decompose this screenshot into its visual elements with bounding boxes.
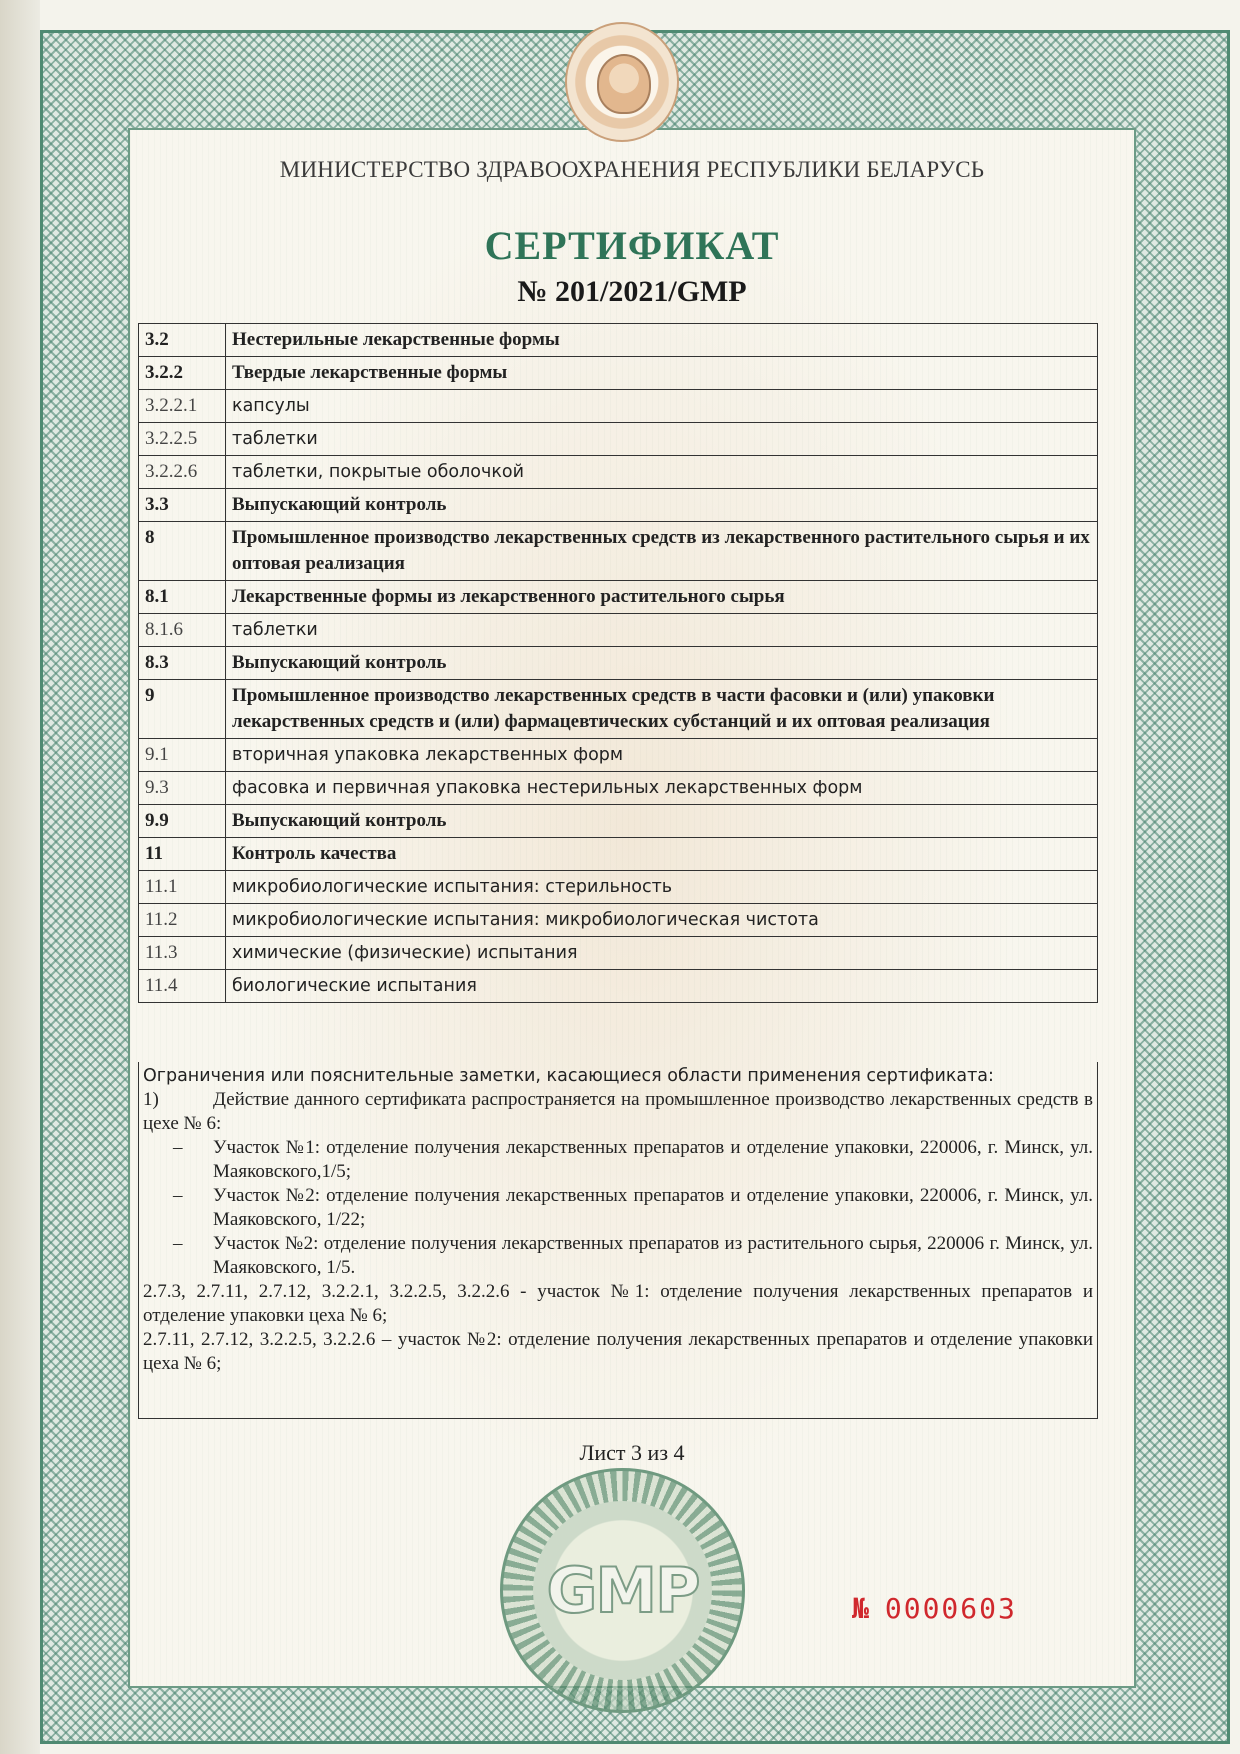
- page-fold: [0, 0, 40, 1754]
- table-row: [139, 324, 1098, 357]
- row-code: 3.2: [139, 324, 226, 357]
- row-description: Выпускающий контроль: [226, 489, 1098, 522]
- serial-value: 0000603: [884, 1592, 1017, 1625]
- emblem-core: [597, 54, 651, 114]
- row-description: Твердые лекарственные формы: [226, 357, 1098, 390]
- table-row: [139, 390, 1098, 423]
- table-row: [139, 739, 1098, 772]
- row-description: микробиологические испытания: стерильность: [226, 871, 1098, 904]
- row-description: химические (физические) испытания: [226, 937, 1098, 970]
- sheet-counter: Лист 3 из 4: [579, 1440, 685, 1465]
- row-code: 8.3: [139, 647, 226, 680]
- row-description: вторичная упаковка лекарственных форм: [226, 739, 1098, 772]
- table-row: [139, 522, 1098, 581]
- state-emblem-icon: [565, 22, 679, 142]
- table-row: [139, 357, 1098, 390]
- row-code: 11: [139, 838, 226, 871]
- row-code: 9.9: [139, 805, 226, 838]
- row-code: 3.2.2.5: [139, 423, 226, 456]
- row-code: 8: [139, 522, 226, 581]
- row-description: Лекарственные формы из лекарственного растительного сырья: [226, 581, 1098, 614]
- notes-bullet: – Участок №2: отделение получения лекарственных препаратов из растительного сырья, 220006 г. Минск, ул. Маяковского, 1/5.: [213, 1232, 1093, 1280]
- table-row: [139, 614, 1098, 647]
- table-row: [139, 456, 1098, 489]
- row-code: 11.2: [139, 904, 226, 937]
- row-description: Выпускающий контроль: [226, 805, 1098, 838]
- row-code: 11.4: [139, 970, 226, 1003]
- row-description: биологические испытания: [226, 970, 1098, 1003]
- table-row: [139, 489, 1098, 522]
- table-row: [139, 647, 1098, 680]
- table-row: [139, 838, 1098, 871]
- row-description: микробиологические испытания: микробиологическая чистота: [226, 904, 1098, 937]
- notes-bullet: – Участок №2: отделение получения лекарственных препаратов и отделение упаковки, 220006, г. Минск, ул. Маяковского, 1/22;: [213, 1184, 1093, 1232]
- notes-bullet: – Участок №1: отделение получения лекарственных препаратов и отделение упаковки, 220006, г. Минск, ул. Маяковского,1/5;: [213, 1136, 1093, 1184]
- ministry-name: МИНИСТЕРСТВО ЗДРАВООХРАНЕНИЯ РЕСПУБЛИКИ БЕЛАРУСЬ: [279, 157, 985, 182]
- table-row: [139, 680, 1098, 739]
- row-description: Выпускающий контроль: [226, 647, 1098, 680]
- scope-table: [138, 323, 1098, 1003]
- notes-item-1-text: Действие данного сертификата распространяется на промышленное производство лекарственных средств в цехе № 6:: [143, 1089, 1093, 1134]
- row-description: таблетки: [226, 614, 1098, 647]
- row-description: таблетки, покрытые оболочкой: [226, 456, 1098, 489]
- row-code: 9.3: [139, 772, 226, 805]
- row-code: 3.2.2.1: [139, 390, 226, 423]
- table-row: [139, 970, 1098, 1003]
- row-description: фасовка и первичная упаковка нестерильных лекарственных форм: [226, 772, 1098, 805]
- notes-bullet-list: [143, 1136, 1093, 1280]
- row-description: таблетки: [226, 423, 1098, 456]
- notes-item-1-number: 1): [143, 1089, 159, 1110]
- table-row: [139, 904, 1098, 937]
- row-code: 3.3: [139, 489, 226, 522]
- gmp-seal-inner: [533, 1501, 712, 1680]
- row-description: Промышленное производство лекарственных средств в части фасовки и (или) упаковки лекарственных средств и (или) фармацевтических субстанций и их оптовая реализация: [226, 680, 1098, 739]
- row-description: капсулы: [226, 390, 1098, 423]
- notes-paragraph-2: 2.7.3, 2.7.11, 2.7.12, 3.2.2.1, 3.2.2.5, 3.2.2.6 - участок №1: отделение получения лекарственных препаратов и отделение упаковки цеха № 6;: [143, 1281, 1093, 1326]
- certificate-number: № 201/2021/GMP: [517, 275, 747, 308]
- row-code: 9: [139, 680, 226, 739]
- row-code: 9.1: [139, 739, 226, 772]
- table-row: [139, 937, 1098, 970]
- row-code: 11.3: [139, 937, 226, 970]
- row-description: Нестерильные лекарственные формы: [226, 324, 1098, 357]
- gmp-seal-text: GMP: [546, 1554, 699, 1627]
- table-row: [139, 772, 1098, 805]
- row-description: Контроль качества: [226, 838, 1098, 871]
- certificate-title: СЕРТИФИКАТ: [484, 223, 780, 268]
- serial-number: [852, 1592, 1017, 1625]
- notes-section: [138, 1062, 1098, 1419]
- row-code: 11.1: [139, 871, 226, 904]
- row-code: 8.1: [139, 581, 226, 614]
- serial-label: №: [852, 1592, 871, 1625]
- table-row: [139, 581, 1098, 614]
- table-row: [139, 871, 1098, 904]
- table-row: [139, 805, 1098, 838]
- row-description: Промышленное производство лекарственных средств из лекарственного растительного сырья и их оптовая реализация: [226, 522, 1098, 581]
- notes-intro: Ограничения или пояснительные заметки, касающиеся области применения сертификата:: [143, 1066, 994, 1086]
- notes-paragraph-3: 2.7.11, 2.7.12, 3.2.2.5, 3.2.2.6 – участок №2: отделение получения лекарственных препаратов и отделение упаковки цеха № 6;: [143, 1329, 1093, 1374]
- gmp-seal: [500, 1468, 745, 1713]
- row-code: 8.1.6: [139, 614, 226, 647]
- table-row: [139, 423, 1098, 456]
- notes-item-1: [143, 1088, 1093, 1136]
- row-code: 3.2.2.6: [139, 456, 226, 489]
- row-code: 3.2.2: [139, 357, 226, 390]
